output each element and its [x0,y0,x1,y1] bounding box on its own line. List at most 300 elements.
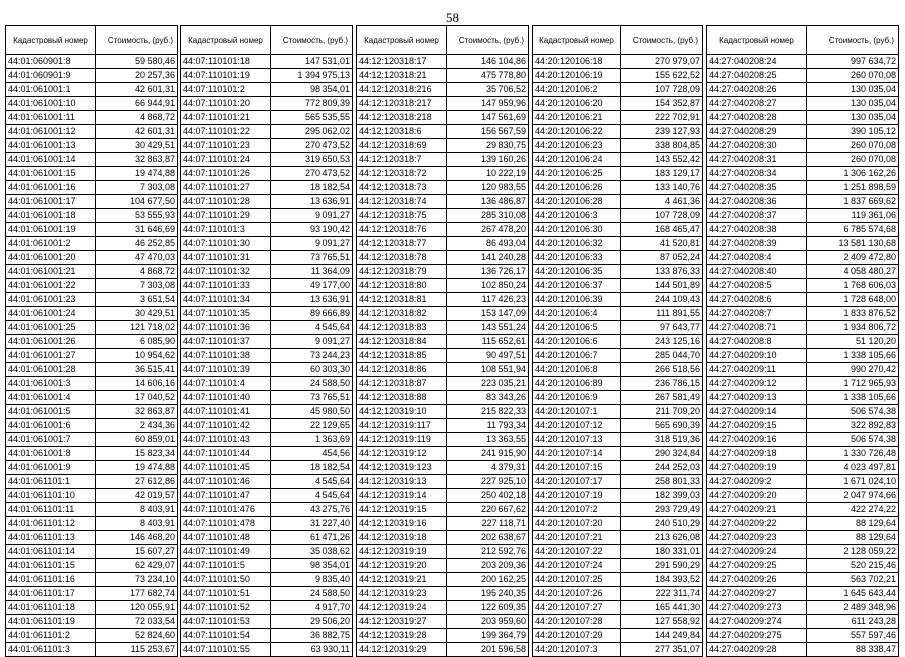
table-row [707,251,899,265]
table-row [6,489,178,503]
table-row [707,223,899,237]
cost-cell: 17 040,52 [96,391,178,405]
table-row [707,433,899,447]
cost-cell: 195 240,35 [447,587,529,601]
cadastral-number-cell: 44:01:061101:19 [6,615,96,629]
cadastral-number-cell: 44:12:120318:74 [357,195,447,209]
cadastral-number-cell: 44:07:110101:41 [181,405,271,419]
cadastral-number-cell: 44:27:040209:20 [707,489,807,503]
cadastral-number-cell: 44:07:110101:18 [181,55,271,69]
cost-cell: 258 801,33 [621,475,703,489]
cadastral-number-cell: 44:12:120319:12 [357,447,447,461]
cost-cell: 19 474,88 [96,461,178,475]
cadastral-number-cell: 44:27:040209:27 [707,587,807,601]
cadastral-number-cell: 44:20:120107:22 [533,545,621,559]
cost-cell: 30 429,51 [96,139,178,153]
cadastral-number-cell: 44:27:040208:6 [707,293,807,307]
cadastral-number-cell: 44:01:061001:21 [6,265,96,279]
cadastral-number-cell: 44:01:061001:19 [6,223,96,237]
table-row [181,83,353,97]
cost-cell: 42 601,31 [96,83,178,97]
table-row [533,139,703,153]
cost-cell: 223 035,21 [447,377,529,391]
cadastral-number-cell: 44:20:120106:2 [533,83,621,97]
cost-cell: 147 561,69 [447,111,529,125]
cadastral-number-cell: 44:01:061001:26 [6,335,96,349]
cost-table-2 [180,25,353,657]
cost-cell: 180 331,01 [621,545,703,559]
cost-cell: 98 354,01 [271,83,353,97]
cadastral-number-cell: 44:12:120319:10 [357,405,447,419]
table-row [533,419,703,433]
cadastral-number-cell: 44:12:120319:15 [357,503,447,517]
cadastral-number-cell: 44:01:061001:5 [6,405,96,419]
cadastral-number-cell: 44:07:110101:22 [181,125,271,139]
cost-header: Стоимость, (руб.) [96,26,178,55]
table-row [6,293,178,307]
table-row [533,209,703,223]
cadastral-number-cell: 44:07:110101:39 [181,363,271,377]
table-row [357,153,529,167]
cost-cell: 285 310,08 [447,209,529,223]
cadastral-number-cell: 44:20:120106:89 [533,377,621,391]
cost-cell: 6 085,90 [96,335,178,349]
cadastral-number-cell: 44:12:120318:84 [357,335,447,349]
table-row [707,335,899,349]
cadastral-number-cell: 44:12:120319:28 [357,629,447,643]
cadastral-number-cell: 44:07:110101:31 [181,251,271,265]
table-body [707,55,899,657]
cadastral-number-cell: 44:12:120318:72 [357,167,447,181]
cadastral-number-cell: 44:01:061001:6 [6,419,96,433]
table-row [181,153,353,167]
table-row [357,335,529,349]
cadastral-number-cell: 44:01:061001:14 [6,153,96,167]
table-row [707,195,899,209]
table-row [181,391,353,405]
cost-cell: 990 270,42 [807,363,899,377]
cadastral-number-cell: 44:12:120319:13 [357,475,447,489]
table-row [357,601,529,615]
cost-cell: 270 473,52 [271,167,353,181]
cadastral-number-cell: 44:20:120106:6 [533,335,621,349]
table-row [181,531,353,545]
cadastral-number-cell: 44:12:120318:17 [357,55,447,69]
table-row [707,573,899,587]
table-row [707,601,899,615]
cost-cell: 250 402,18 [447,489,529,503]
cadastral-number-cell: 44:07:110101:40 [181,391,271,405]
table-row [6,531,178,545]
table-row [533,125,703,139]
cadastral-number-cell: 44:01:060901:9 [6,69,96,83]
cadastral-number-header: Кадастровый номер [181,26,271,55]
cost-cell: 83 343,26 [447,391,529,405]
cost-cell: 42 019,57 [96,489,178,503]
table-row [357,125,529,139]
table-row [533,573,703,587]
table-row [6,405,178,419]
cadastral-number-cell: 44:12:120318:85 [357,349,447,363]
table-row [6,377,178,391]
cadastral-number-cell: 44:01:061101:10 [6,489,96,503]
cost-cell: 59 580,46 [96,55,178,69]
cadastral-number-cell: 44:07:110101:44 [181,447,271,461]
cost-cell: 236 786,15 [621,377,703,391]
cost-cell: 20 257,36 [96,69,178,83]
table-row [357,643,529,657]
table-row [6,391,178,405]
cost-cell: 36 515,41 [96,363,178,377]
table-row [707,69,899,83]
cost-cell: 146 104,86 [447,55,529,69]
cost-cell: 63 930,11 [271,643,353,657]
cadastral-number-cell: 44:07:110101:51 [181,587,271,601]
table-row [181,97,353,111]
cost-cell: 156 567,59 [447,125,529,139]
table-row [181,573,353,587]
table-row [707,321,899,335]
cadastral-number-cell: 44:20:120106:19 [533,69,621,83]
cadastral-number-cell: 44:27:040209:10 [707,349,807,363]
table-row [533,363,703,377]
table-row [6,447,178,461]
cost-cell: 143 551,24 [447,321,529,335]
table-row [707,419,899,433]
table-row [6,279,178,293]
cost-cell: 266 518,56 [621,363,703,377]
table-row [357,293,529,307]
cadastral-number-cell: 44:27:040208:7 [707,307,807,321]
cost-cell: 182 399,03 [621,489,703,503]
table-row [533,195,703,209]
cost-cell: 227 925,10 [447,475,529,489]
cadastral-number-cell: 44:27:040209:18 [707,447,807,461]
cost-cell: 4 461,36 [621,195,703,209]
cadastral-number-cell: 44:20:120107:20 [533,517,621,531]
table-row [6,601,178,615]
cadastral-number-cell: 44:12:120319:117 [357,419,447,433]
cadastral-number-cell: 44:07:110101:47 [181,489,271,503]
table-row [181,447,353,461]
cadastral-number-cell: 44:12:120319:24 [357,601,447,615]
cost-cell: 130 035,04 [807,97,899,111]
table-row [707,97,899,111]
cadastral-number-cell: 44:01:061101:12 [6,517,96,531]
cadastral-number-cell: 44:01:061101:11 [6,503,96,517]
table-row [357,349,529,363]
table-row [707,363,899,377]
cost-cell: 4 058 480,27 [807,265,899,279]
cost-cell: 200 162,25 [447,573,529,587]
cost-cell: 29 506,20 [271,615,353,629]
table-row [6,321,178,335]
cadastral-number-cell: 44:01:061001:27 [6,349,96,363]
cadastral-number-header: Кадастровый номер [6,26,96,55]
cadastral-number-cell: 44:12:120318:73 [357,181,447,195]
table-row [6,349,178,363]
table-row [6,55,178,69]
cost-cell: 32 863,87 [96,405,178,419]
cost-cell: 104 677,50 [96,195,178,209]
cost-cell: 1 394 975,13 [271,69,353,83]
cadastral-number-cell: 44:20:120106:20 [533,97,621,111]
table-row [357,517,529,531]
cost-header: Стоимость, (руб.) [447,26,529,55]
cadastral-number-cell: 44:20:120106:23 [533,139,621,153]
cadastral-number-cell: 44:20:120107:17 [533,475,621,489]
cost-cell: 6 785 574,68 [807,223,899,237]
table-row [357,83,529,97]
table-row [533,111,703,125]
cost-cell: 295 062,02 [271,125,353,139]
cost-cell: 212 592,76 [447,545,529,559]
cadastral-number-cell: 44:07:110101:19 [181,69,271,83]
table-row [357,475,529,489]
table-row [533,615,703,629]
cost-cell: 4 545,64 [271,321,353,335]
cost-cell: 1 671 024,10 [807,475,899,489]
cost-cell: 60 859,01 [96,433,178,447]
table-row [707,167,899,181]
cadastral-number-cell: 44:27:040208:31 [707,153,807,167]
cost-cell: 27 612,86 [96,475,178,489]
cost-cell: 997 634,72 [807,55,899,69]
table-row [707,349,899,363]
table-row [357,97,529,111]
table-row [707,629,899,643]
table-row [707,615,899,629]
table-row [6,503,178,517]
cadastral-number-cell: 44:27:040208:24 [707,55,807,69]
cadastral-number-cell: 44:27:040208:4 [707,251,807,265]
cost-cell: 14 606,16 [96,377,178,391]
table-row [533,181,703,195]
table-row [357,111,529,125]
cadastral-number-cell: 44:12:120318:217 [357,97,447,111]
table-row [357,587,529,601]
cost-cell: 475 778,80 [447,69,529,83]
cost-cell: 244 252,03 [621,461,703,475]
table-row [707,265,899,279]
cost-cell: 2 409 472,80 [807,251,899,265]
cost-cell: 97 643,77 [621,321,703,335]
table-row [6,419,178,433]
cost-cell: 98 354,01 [271,559,353,573]
cost-cell: 1 251 898,59 [807,181,899,195]
table-row [707,405,899,419]
cadastral-number-cell: 44:12:120319:18 [357,531,447,545]
table-row [357,321,529,335]
cost-cell: 31 646,69 [96,223,178,237]
cost-header: Стоимость, (руб.) [271,26,353,55]
page-number: 58 [446,10,459,25]
cadastral-number-cell: 44:01:061101:16 [6,573,96,587]
cost-cell: 10 222,19 [447,167,529,181]
cost-cell: 220 667,62 [447,503,529,517]
table-row [707,125,899,139]
table-row [6,363,178,377]
table-row [181,349,353,363]
cadastral-number-cell: 44:01:061001:8 [6,447,96,461]
table-row [707,181,899,195]
cost-cell: 1 768 606,03 [807,279,899,293]
cadastral-number-cell: 44:20:120107:29 [533,629,621,643]
cost-cell: 90 497,51 [447,349,529,363]
cost-cell: 121 718,02 [96,321,178,335]
table-row [707,531,899,545]
cadastral-number-cell: 44:01:061001:18 [6,209,96,223]
table-row [533,237,703,251]
cost-cell: 143 552,42 [621,153,703,167]
cost-cell: 1 645 643,44 [807,587,899,601]
table-row [533,629,703,643]
cost-cell: 88 129,64 [807,517,899,531]
cadastral-number-cell: 44:27:040208:27 [707,97,807,111]
cadastral-number-cell: 44:20:120106:18 [533,55,621,69]
cadastral-number-cell: 44:12:120319:119 [357,433,447,447]
table-row [181,223,353,237]
cost-table-4 [532,25,703,657]
table-row [707,139,899,153]
cadastral-number-cell: 44:20:120106:9 [533,391,621,405]
table-row [533,391,703,405]
cadastral-number-cell: 44:07:110101:36 [181,321,271,335]
cadastral-number-cell: 44:27:040208:29 [707,125,807,139]
table-row [357,573,529,587]
table-row [6,195,178,209]
cost-header: Стоимость, (руб.) [807,26,899,55]
cadastral-number-cell: 44:12:120318:6 [357,125,447,139]
cost-cell: 227 118,71 [447,517,529,531]
table-row [357,363,529,377]
cost-cell: 565 535,55 [271,111,353,125]
cost-cell: 4 379,31 [447,461,529,475]
cost-cell: 136 486,87 [447,195,529,209]
table-row [6,153,178,167]
table-row [707,517,899,531]
cost-cell: 4 545,64 [271,475,353,489]
cost-cell: 202 638,67 [447,531,529,545]
cadastral-number-cell: 44:20:120106:22 [533,125,621,139]
table-row [6,223,178,237]
cost-cell: 127 558,92 [621,615,703,629]
table-row [181,559,353,573]
table-row [357,559,529,573]
cadastral-number-cell: 44:27:040208:28 [707,111,807,125]
cadastral-number-cell: 44:07:110101:48 [181,531,271,545]
table-row [181,335,353,349]
cost-cell: 155 622,52 [621,69,703,83]
cost-cell: 244 109,43 [621,293,703,307]
cost-cell: 390 105,12 [807,125,899,139]
table-row [357,251,529,265]
cost-cell: 285 044,70 [621,349,703,363]
cadastral-number-cell: 44:12:120318:87 [357,377,447,391]
cost-cell: 102 850,24 [447,279,529,293]
table-row [357,391,529,405]
table-row [181,601,353,615]
cadastral-number-cell: 44:20:120107:12 [533,419,621,433]
cost-cell: 2 128 059,22 [807,545,899,559]
cost-cell: 72 033,54 [96,615,178,629]
cost-cell: 260 070,08 [807,139,899,153]
cadastral-number-cell: 44:20:120106:25 [533,167,621,181]
table-row [181,279,353,293]
table-row [533,153,703,167]
table-row [181,643,353,657]
cost-cell: 267 581,49 [621,391,703,405]
cost-cell: 88 338,47 [807,643,899,657]
cost-cell: 9 091,27 [271,335,353,349]
cost-cell: 52 824,60 [96,629,178,643]
cost-cell: 24 588,50 [271,377,353,391]
cadastral-number-cell: 44:27:040208:26 [707,83,807,97]
table-row [6,461,178,475]
table-row [181,419,353,433]
cost-cell: 183 129,17 [621,167,703,181]
cadastral-number-cell: 44:27:040208:35 [707,181,807,195]
table-header-row [533,26,703,55]
cadastral-number-header: Кадастровый номер [707,26,807,55]
cost-cell: 222 311,74 [621,587,703,601]
cost-cell: 10 954,62 [96,349,178,363]
table-body [6,55,178,657]
cadastral-number-cell: 44:01:061001:24 [6,307,96,321]
cadastral-number-cell: 44:12:120319:123 [357,461,447,475]
table-row [181,111,353,125]
cadastral-number-cell: 44:27:040209:28 [707,643,807,657]
cadastral-number-cell: 44:20:120107:15 [533,461,621,475]
cost-cell: 73 244,23 [271,349,353,363]
cost-cell: 19 474,88 [96,167,178,181]
cost-cell: 136 726,17 [447,265,529,279]
table-row [181,167,353,181]
cost-cell: 277 351,07 [621,643,703,657]
cadastral-number-cell: 44:12:120318:218 [357,111,447,125]
cost-cell: 1 363,69 [271,433,353,447]
cadastral-number-cell: 44:12:120319:29 [357,643,447,657]
cadastral-number-cell: 44:07:110101:23 [181,139,271,153]
cadastral-number-cell: 44:12:120318:80 [357,279,447,293]
table-row [533,223,703,237]
cadastral-number-cell: 44:07:110101:478 [181,517,271,531]
table-row [6,237,178,251]
cost-cell: 147 959,96 [447,97,529,111]
cadastral-number-cell: 44:12:120318:69 [357,139,447,153]
table-body [357,55,529,657]
cost-cell: 13 363,55 [447,433,529,447]
table-row [533,447,703,461]
cadastral-number-cell: 44:27:040209:19 [707,461,807,475]
cost-cell: 45 980,50 [271,405,353,419]
table-row [181,181,353,195]
cost-cell: 133 140,76 [621,181,703,195]
cost-cell: 772 809,39 [271,97,353,111]
table-row [707,111,899,125]
cost-cell: 30 429,51 [96,307,178,321]
cost-table-3 [356,25,529,657]
cost-cell: 9 091,27 [271,237,353,251]
cadastral-number-cell: 44:20:120106:21 [533,111,621,125]
table-row [533,307,703,321]
cost-cell: 73 234,10 [96,573,178,587]
table-row [6,167,178,181]
cadastral-number-cell: 44:07:110101:32 [181,265,271,279]
cadastral-number-cell: 44:07:110101:4 [181,377,271,391]
cost-cell: 203 959,60 [447,615,529,629]
table-header-row [707,26,899,55]
